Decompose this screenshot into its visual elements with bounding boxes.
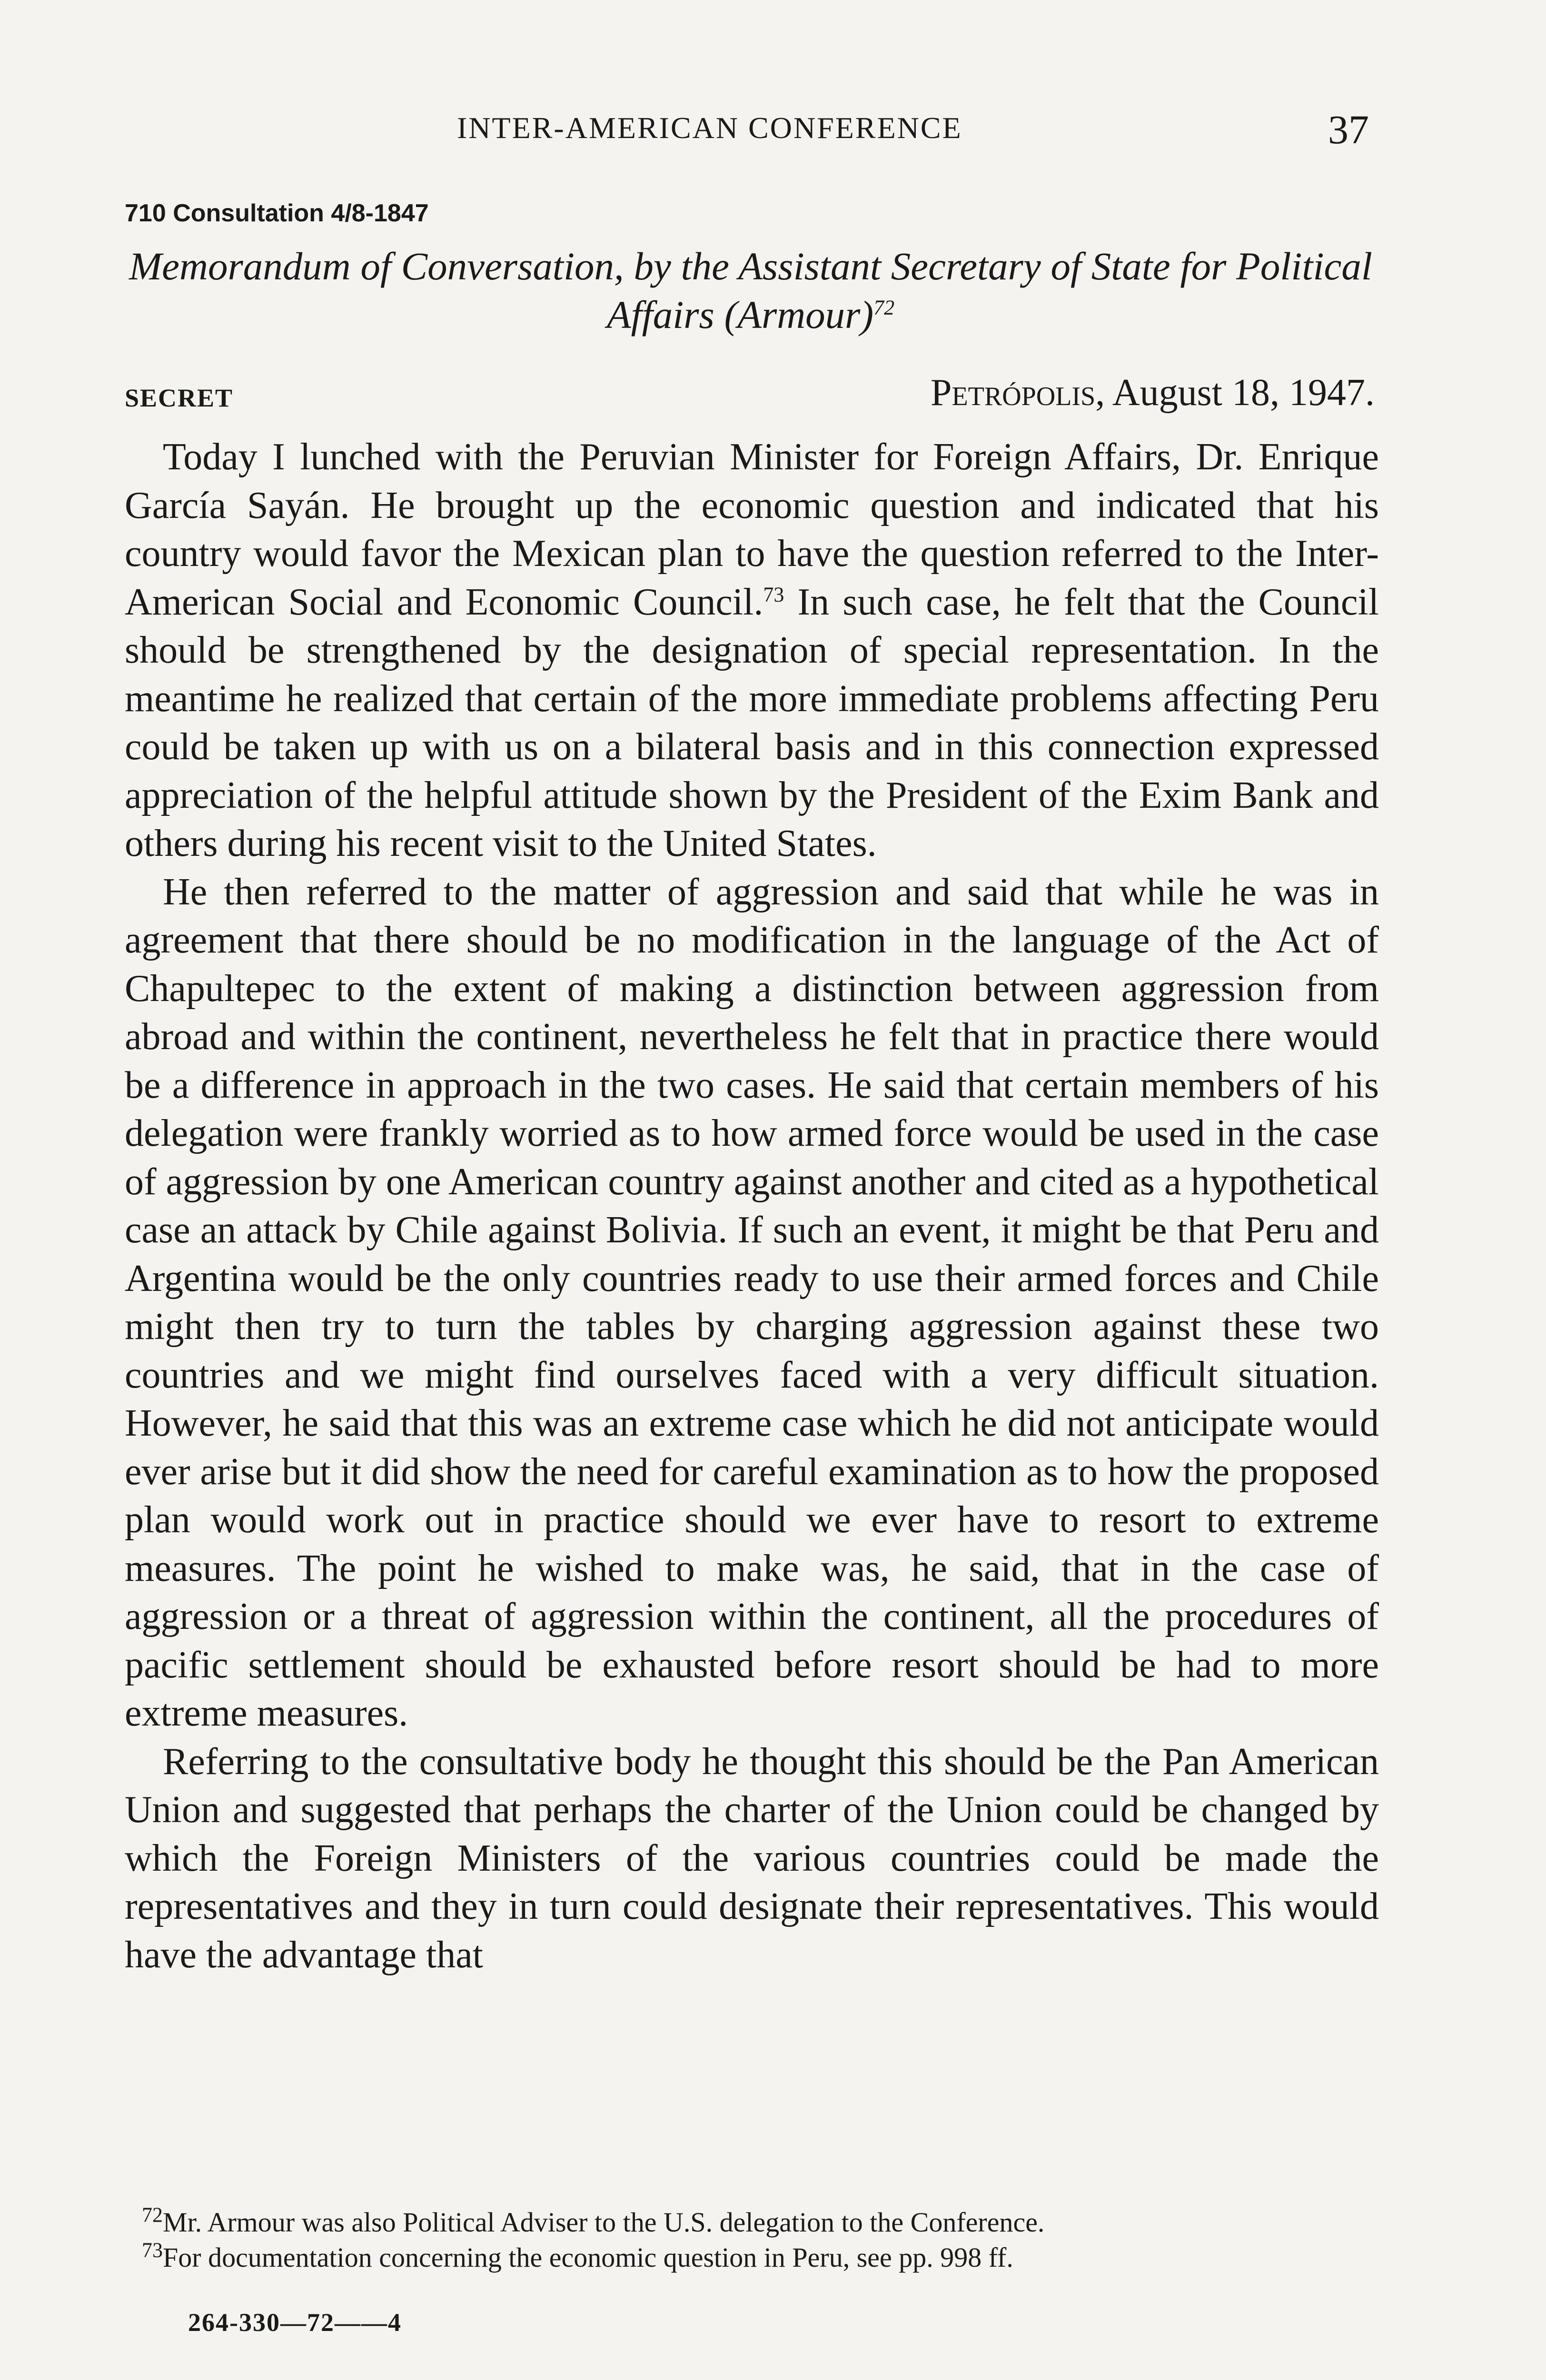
document-title [125, 242, 1377, 339]
dateline-date: August 18, 1947. [1112, 372, 1375, 414]
document-title-text: Memorandum of Conversation, by the Assistant Secretary of State for Political Affairs (Armour) [129, 244, 1372, 337]
footnote-72-text: Mr. Armour was also Political Adviser to the U.S. delegation to the Conference. [163, 2207, 1045, 2238]
printer-code: 264-330—72——4 [188, 2308, 402, 2337]
dateline-place: Petrópolis, [930, 372, 1105, 414]
classification-label: SECRET [125, 384, 234, 412]
footnote-73 [125, 2238, 1377, 2274]
footnote-72 [125, 2203, 1377, 2239]
footnote-ref-72: 72 [873, 296, 895, 319]
memorandum-body [125, 433, 1379, 1979]
paragraph-1-text-a: Today I lunched with the Peruvian Minister for Foreign Affairs, Dr. Enrique García Sayán. He brought up the economic question and indicated that his country would favor the Mexican plan to have the question referred to the Inter-American Social and Economic Council. [125, 436, 1379, 623]
page-number: 37 [1328, 107, 1369, 152]
body-paragraph-1 [125, 433, 1379, 868]
footnote-ref-73: 73 [763, 582, 784, 606]
footnote-73-text: For documentation concerning the economic question in Peru, see pp. 998 ff. [163, 2242, 1013, 2273]
paragraph-1-text-b: In such case, he felt that the Council should be strengthened by the designation of special representation. In the meantime he realized that certain of the more immediate problems affecting Peru could be taken up with us on a bilateral basis and in this connection expressed appreciation of the helpful attitude shown by the President of the Exim Bank and others during his recent visit to the United States. [125, 581, 1379, 864]
body-paragraph-3: Referring to the consultative body he thought this should be the Pan American Union and suggested that perhaps the charter of the Union could be changed by which the Foreign Ministers of the various countries could be made the representatives and they in turn could designate their representatives. This would have the advantage that [125, 1740, 1379, 1976]
footnotes [125, 2203, 1377, 2277]
body-paragraph-2: He then referred to the matter of aggression and said that while he was in agreement that there should be no modification in the language of the Act of Chapultepec to the extent of making a distinction between aggression from abroad and within the continent, nevertheless he felt that in practice there would be a difference in approach in the two cases. He said that certain members of his delegation were frankly worried as to how armed force would be used in the case of aggression by one American country against another and cited as a hypothetical case an attack by Chile against Bolivia. If such an event, it might be that Peru and Argentina would be the only countries ready to use their armed forces and Chile might then try to turn the tables by charging aggression against these two countries and we might find ourselves faced with a very difficult situation. However, he said that this was an extreme case which he did not anticipate would ever arise but it did show the need for careful examination as to how the proposed plan would work out in practice should we ever have to resort to extreme measures. The point he wished to make was, he said, that in the case of aggression or a threat of aggression within the continent, all the procedures of pacific settlement should be exhausted before resort should be had to more extreme measures. [125, 871, 1379, 1734]
footnote-mark-73: 73 [142, 2238, 163, 2262]
footnote-mark-72: 72 [142, 2203, 163, 2227]
running-header-title: INTER-AMERICAN CONFERENCE [457, 111, 962, 145]
dateline [931, 371, 1375, 415]
file-reference: 710 Consultation 4/8-1847 [125, 199, 429, 227]
